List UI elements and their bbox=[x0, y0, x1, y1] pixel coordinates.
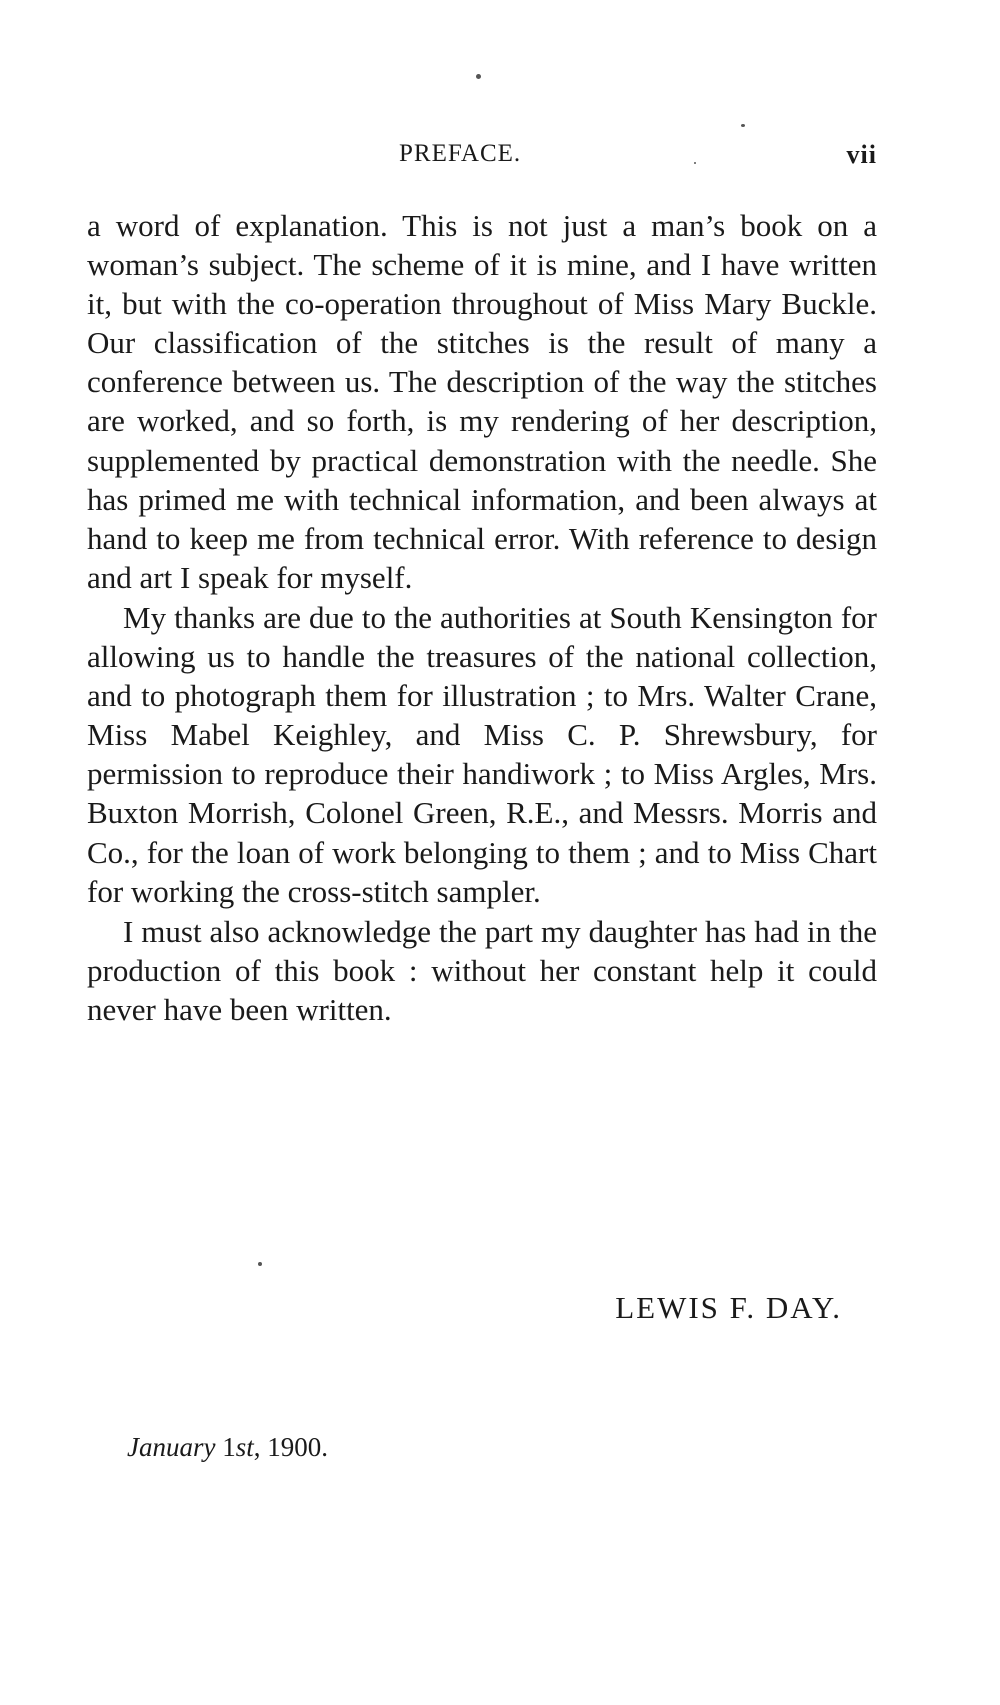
running-head bbox=[87, 140, 877, 180]
author-signature: LEWIS F. DAY. bbox=[615, 1290, 842, 1325]
scan-speck bbox=[258, 1262, 262, 1266]
preface-body bbox=[87, 206, 877, 1029]
paragraph-acknowledgement: I must also acknowledge the part my daughter has had in the production of this book : without her constant help it could never have been written. bbox=[87, 913, 877, 1027]
running-title: PREFACE. bbox=[399, 140, 522, 167]
date-year: , 1900. bbox=[253, 1432, 328, 1462]
page-number: vii bbox=[846, 140, 877, 169]
scan-speck bbox=[476, 74, 481, 79]
date-ordinal: st bbox=[235, 1432, 254, 1462]
scan-speck bbox=[741, 124, 745, 127]
date-month: January bbox=[127, 1432, 216, 1462]
paragraph-thanks: My thanks are due to the authorities at South Kensington for allowing us to handle the treasures of the national collection, and to photograph them for illustration ; to Mrs. Walter Crane, Miss Mabel Keighley, and Miss C. P. Shrewsbury, for permission to reproduce their handiwork ; to Miss Argles, Mrs. Buxton Morrish, Colonel Green, R.E., and Messrs. Morris and Co., for the loan of work belonging to them ; and to Miss Chart for working the cross-stitch sampler. bbox=[87, 599, 877, 909]
scan-speck bbox=[694, 162, 696, 164]
dateline bbox=[127, 1432, 328, 1463]
paragraph-explanation: a word of explanation. This is not just a man’s book on a woman’s subject. The scheme of it is mine, and I have written it, but with the co-operation throughout of Miss Mary Buckle. Our classification of the stitches is the result of many a conference between us. The description of the way the stitches are worked, and so forth, is my rendering of her description, supplemented by practical demonstration with the needle. She has primed me with technical information, and been always at hand to keep me from technical error. With reference to design and art I speak for myself. bbox=[87, 208, 877, 595]
date-day: 1 bbox=[222, 1432, 236, 1462]
